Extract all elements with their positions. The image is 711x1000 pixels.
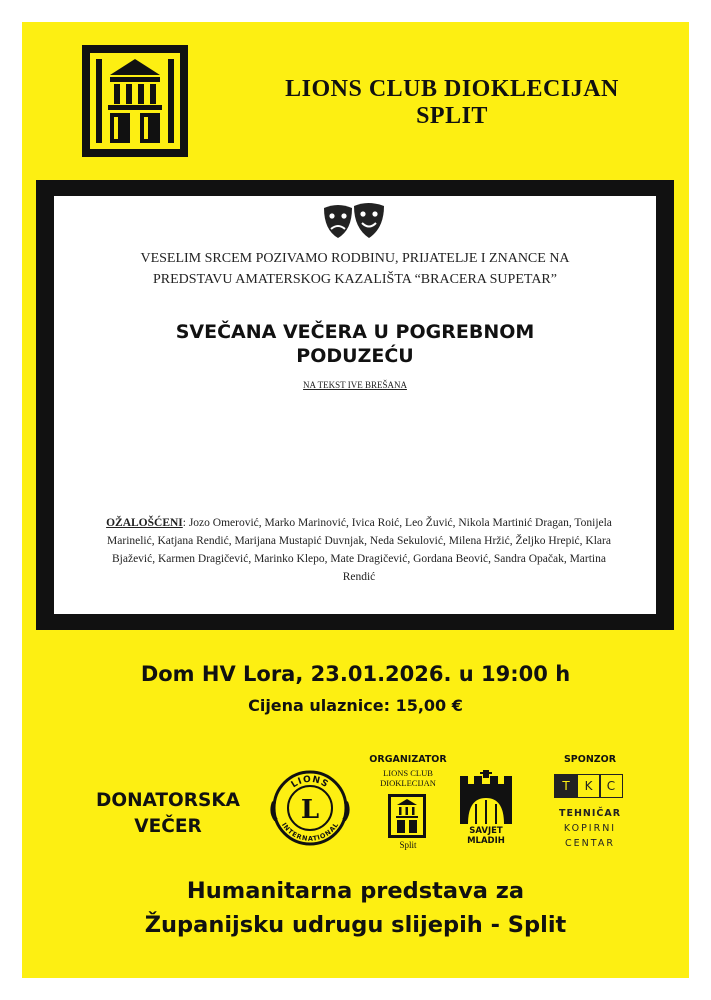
sponsor-label: SPONZOR <box>563 754 617 765</box>
poster <box>22 22 689 978</box>
lions-ring-bottom: INTERNATIONAL <box>279 821 341 843</box>
sponsor-logo-words <box>538 806 642 851</box>
castle-icon <box>456 770 516 826</box>
play-title-line2: PODUZEĆU <box>296 345 414 367</box>
youth-line1: SAVJET <box>469 826 503 836</box>
cast-list <box>102 514 616 586</box>
sponsor-letter-k: K <box>577 774 601 798</box>
sponsor-word1: TEHNIČAR <box>558 808 622 819</box>
club-title-line2: SPLIT <box>416 103 488 129</box>
ticket-price: Cijena ulaznice: 15,00 € <box>248 696 463 715</box>
svg-text:L: L <box>300 795 320 825</box>
youth-council-label <box>446 826 526 846</box>
organizer-palace-icon <box>388 794 426 838</box>
organizer-logo-city: Split <box>399 840 417 850</box>
lions-ring-top: LIONS <box>289 774 331 791</box>
lions-emblem-icon <box>270 768 350 846</box>
organizer-logo-line2: DIOKLECIJAN <box>380 778 436 788</box>
cast-names: : Jozo Omerović, Marko Marinović, Ivica Roić, Leo Žuvić, Nikola Martinić Dragan, Tonijela Marinelić, Katjana Rendić, Marijana Mustapić Duvnjak, Neda Sekulović, Milena Hržić, Željko Hrepić, Klara Bjažević, Karmen Dragičević, Marinko Klepo, Mate Dragičević, Gordana Beović, Sandra Opačak, Martina Rendić <box>107 517 612 583</box>
event-venue-date-time: Dom HV Lora, 23.01.2026. u 19:00 h <box>140 662 571 686</box>
sponsor-logo-letters <box>554 774 622 798</box>
play-title-line1: SVEČANA VEČERA U POGREBNOM <box>175 321 535 343</box>
theatre-masks-icon <box>322 202 386 242</box>
palace-logo-icon <box>82 45 188 157</box>
organizer-label: ORGANIZATOR <box>369 754 447 765</box>
invitation-frame <box>36 180 674 630</box>
play-title <box>74 320 636 368</box>
invitation-line2: PREDSTAVU AMATERSKOG KAZALIŠTA “BRACERA SUPETAR” <box>153 272 557 287</box>
donor-line2: VEČER <box>134 816 202 837</box>
charity-title <box>22 874 689 942</box>
donor-line1: DONATORSKA <box>95 790 241 811</box>
sponsor-word3: CENTAR <box>565 838 615 849</box>
sponsor-word2: KOPIRNI <box>563 823 617 834</box>
organizer-logo-line1: LIONS CLUB <box>383 768 433 778</box>
youth-line2: MLADIH <box>467 836 505 846</box>
charity-line1: Humanitarna predstava za <box>186 878 525 904</box>
sponsor-letter-t: T <box>554 774 578 798</box>
invitation-text <box>74 248 636 290</box>
charity-line2: Županijsku udrugu slijepih - Split <box>144 912 567 938</box>
invitation-line1: VESELIM SRCEM POZIVAMO RODBINU, PRIJATELJE I ZNANCE NA <box>140 251 570 266</box>
invitation-panel <box>54 196 656 614</box>
club-title <box>244 76 660 130</box>
sponsor-letter-c: C <box>599 774 623 798</box>
donor-evening-title <box>78 788 258 840</box>
club-title-line1: LIONS CLUB DIOKLECIJAN <box>285 76 619 102</box>
cast-label: OŽALOŠĆENI <box>106 517 183 529</box>
author-text: NA TEKST IVE BREŠANA <box>303 380 407 390</box>
author-credit <box>74 380 636 390</box>
organizer-logo-text <box>360 768 456 788</box>
